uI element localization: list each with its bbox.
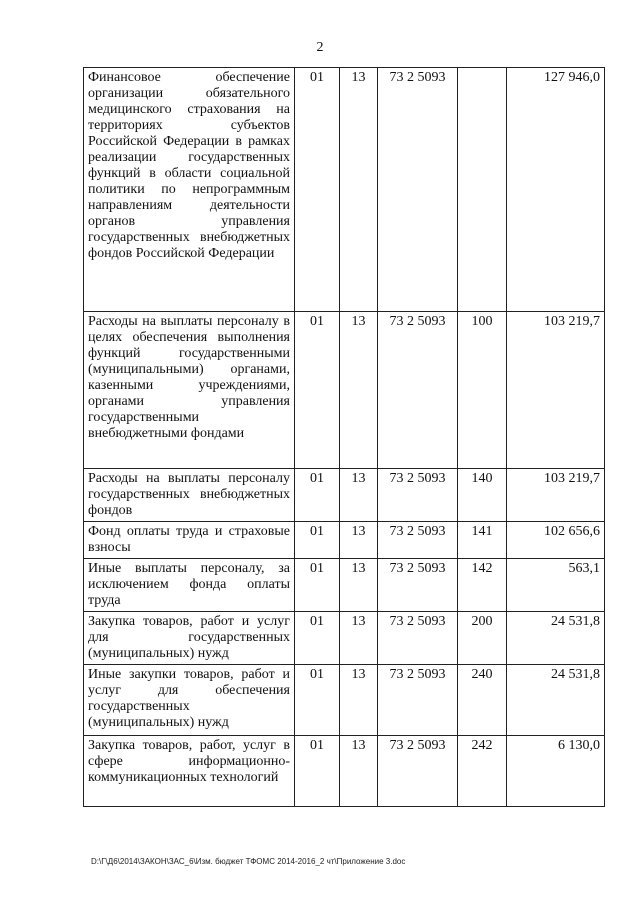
row-amount: 103 219,7: [507, 469, 605, 522]
row-target-code: 73 2 5093: [378, 559, 458, 612]
page-number: 2: [316, 40, 324, 55]
row-name: Расходы на выплаты персоналу в целях обеспечения выполнения функций государственными (муниципальными) органами, казенными учреждениями, органами управления государственными внебюджетными фондами: [84, 312, 295, 469]
row-amount: 102 656,6: [507, 522, 605, 559]
row-expense-type: 200: [458, 612, 507, 665]
row-section: 01: [295, 736, 340, 807]
row-name: Закупка товаров, работ и услуг для государственных (муниципальных) нужд: [84, 612, 295, 665]
row-subsection: 13: [340, 522, 378, 559]
row-target-code: 73 2 5093: [378, 612, 458, 665]
table-row: [84, 469, 605, 522]
table-row: [84, 68, 605, 312]
row-expense-type: 240: [458, 665, 507, 736]
table-row: [84, 665, 605, 736]
table-row: [84, 559, 605, 612]
row-expense-type: 100: [458, 312, 507, 469]
row-subsection: 13: [340, 665, 378, 736]
row-target-code: 73 2 5093: [378, 522, 458, 559]
row-name: Иные выплаты персоналу, за исключением фонда оплаты труда: [84, 559, 295, 612]
row-amount: 24 531,8: [507, 665, 605, 736]
row-subsection: 13: [340, 469, 378, 522]
row-section: 01: [295, 559, 340, 612]
row-name: Фонд оплаты труда и страховые взносы: [84, 522, 295, 559]
row-expense-type: 242: [458, 736, 507, 807]
row-name: Финансовое обеспечение организации обязательного медицинского страхования на территориях субъектов Российской Федерации в рамках реализации государственных функций в области социальной политики по непрограммным направлениям деятельности органов управления государственных внебюджетных фондов Российской Федерации: [84, 68, 295, 312]
table-row: [84, 312, 605, 469]
row-section: 01: [295, 522, 340, 559]
row-amount: 103 219,7: [507, 312, 605, 469]
row-target-code: 73 2 5093: [378, 736, 458, 807]
row-section: 01: [295, 665, 340, 736]
row-name: Закупка товаров, работ, услуг в сфере информационно-коммуникационных технологий: [84, 736, 295, 807]
row-name: Иные закупки товаров, работ и услуг для обеспечения государственных (муниципальных) нужд: [84, 665, 295, 736]
row-amount: 24 531,8: [507, 612, 605, 665]
row-amount: 6 130,0: [507, 736, 605, 807]
row-section: 01: [295, 68, 340, 312]
file-path-footer: D:\Г\Д6\2014\ЗАКОН\ЗАС_6\Изм. бюджет ТФОМС 2014-2016_2 чт\Приложение 3.doc: [91, 857, 406, 866]
row-target-code: 73 2 5093: [378, 312, 458, 469]
table-row: [84, 736, 605, 807]
row-expense-type: 140: [458, 469, 507, 522]
budget-table: [83, 67, 605, 807]
row-section: 01: [295, 312, 340, 469]
row-section: 01: [295, 469, 340, 522]
row-expense-type: [458, 68, 507, 312]
row-subsection: 13: [340, 559, 378, 612]
row-subsection: 13: [340, 312, 378, 469]
table-row: [84, 612, 605, 665]
row-subsection: 13: [340, 68, 378, 312]
row-amount: 127 946,0: [507, 68, 605, 312]
table-row: [84, 522, 605, 559]
row-target-code: 73 2 5093: [378, 68, 458, 312]
row-section: 01: [295, 612, 340, 665]
row-expense-type: 142: [458, 559, 507, 612]
row-amount: 563,1: [507, 559, 605, 612]
row-target-code: 73 2 5093: [378, 665, 458, 736]
row-name: Расходы на выплаты персоналу государственных внебюджетных фондов: [84, 469, 295, 522]
row-target-code: 73 2 5093: [378, 469, 458, 522]
row-subsection: 13: [340, 736, 378, 807]
row-expense-type: 141: [458, 522, 507, 559]
row-subsection: 13: [340, 612, 378, 665]
